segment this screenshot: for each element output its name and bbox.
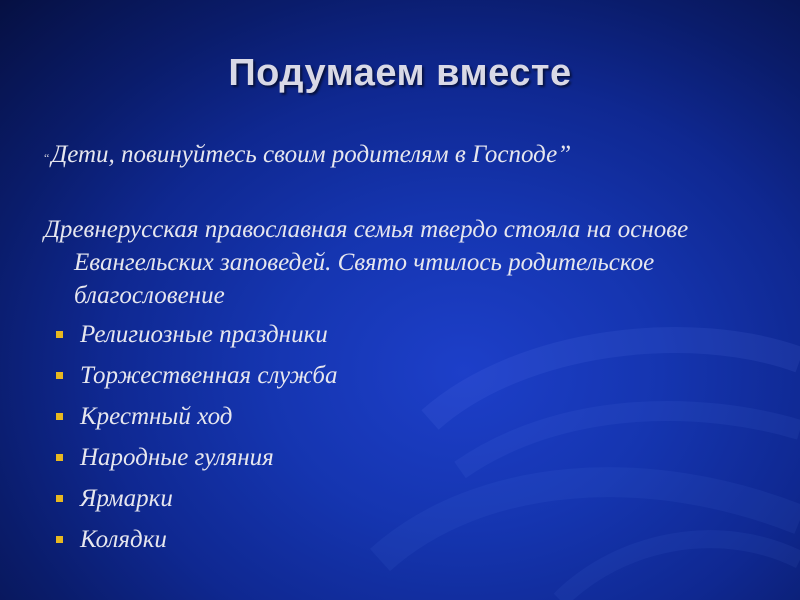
square-bullet-icon [56,454,63,461]
list-item [44,396,744,437]
quote-mark: “ [44,151,50,165]
list-item [44,437,744,478]
square-bullet-icon [56,536,63,543]
slide-title: Подумаем вместе [228,52,572,94]
list-item-label: Ярмарки [80,485,173,512]
list-item-label: Крестный ход [80,403,233,430]
slide-content [44,138,744,560]
bullet-list [44,314,744,560]
paragraph-text: Древнерусская православная семья твердо стояла на основе Евангельских заповедей. Свято чтилось родительское благословение [44,216,689,309]
square-bullet-icon [56,372,63,379]
list-item [44,314,744,355]
square-bullet-icon [56,495,63,502]
quote-line [44,138,744,175]
list-item-label: Колядки [80,526,167,553]
quote-text: Дети, повинуйтесь своим родителям в Господе” [51,141,572,168]
list-item-label: Религиозные праздники [80,321,328,348]
list-item [44,519,744,560]
list-item-label: Торжественная служба [80,362,338,389]
square-bullet-icon [56,413,63,420]
list-item-label: Народные гуляния [80,444,274,471]
list-item [44,478,744,519]
square-bullet-icon [56,331,63,338]
list-item [44,355,744,396]
